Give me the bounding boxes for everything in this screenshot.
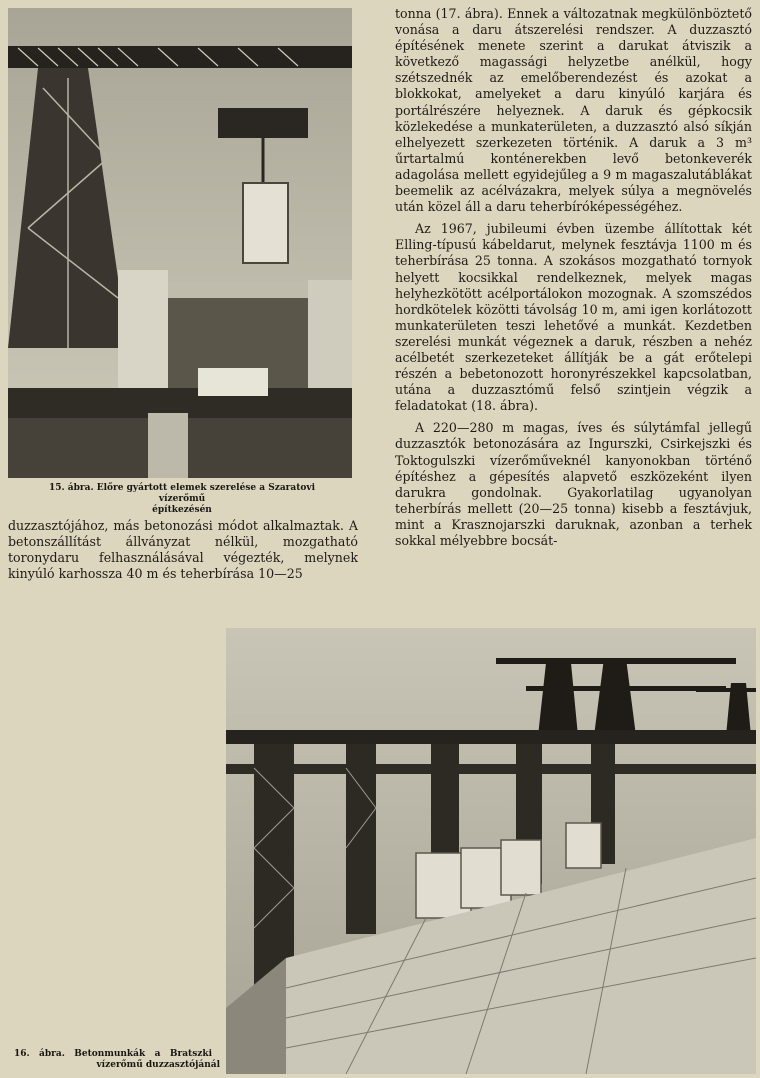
dam-concrete-works-illustration <box>226 628 756 1074</box>
crane-construction-illustration <box>8 8 352 478</box>
figure-16-caption-line-1: 16. ábra. Betonmunkák a Bratszki <box>14 1049 213 1059</box>
figure-16-caption-line-2: vízerőmű duzzasztójánál <box>96 1060 220 1070</box>
right-paragraph-3: A 220—280 m magas, íves és súlytámfal jellegű duzzasztók betonozására az Ingurszki, Csirkejszki és Toktogulszki vízerőműveknél kanyonokban történő építéshez a gépesítés alapvető eszközeként ilyen darukra gondolnak. Gyakorlatilag ugyanolyan teherbírás mellett (20—25 tonna) kisebb a fesztávjuk, mint a Krasznojarszki daruknak, azonban a terhek sokkal mélyebbre bocsát- <box>395 420 752 548</box>
left-column-text <box>8 518 358 582</box>
figure-16-photo <box>226 628 756 1074</box>
figure-15-photo <box>8 8 352 478</box>
left-paragraph: duzzasztójához, más betonozási módot alkalmaztak. A betonszállítást állványzat nélkül, mozgatható toronydaru felhasználásával végezték, melynek kinyúló karhossza 40 m és teherbírása 10—25 <box>8 518 358 582</box>
right-column-text <box>395 6 752 549</box>
figure-15-caption-line-2: építkezésén <box>152 505 212 515</box>
figure-15-caption-line-1: 15. ábra. Előre gyártott elemek szerelése a Szaratovi vízerőmű <box>48 483 316 504</box>
right-paragraph-1: tonna (17. ábra). Ennek a változatnak megkülönböztető vonása a daru átszerelési rendszer. A duzzasztó építésének menete szerint a darukat átviszik a következő magassági helyzetbe anélkül, hogy szétszednék az emelőberendezést és azokat a blokkokat, amelyeket a daru kinyúló karjára és portálrészére helyeznek. A daruk és gépkocsik közlekedése a munkaterületen, a duzzasztó alsó síkján elhelyezett szerkezeten történik. A daruk a 3 m³ űrtartalmú konténerekben levő betonkeverék adagolása mellett egyidejűleg a 9 m magaszalutáblákat beemelik az acélvázakra, melyek súlya a megnövelés után közel áll a daru teherbíróképességéhez. <box>395 6 752 215</box>
right-paragraph-2: Az 1967, jubileumi évben üzembe állítottak két Elling-típusú kábeldarut, melynek fesztávja 1100 m és teherbírása 25 tonna. A szokásos mozgatható tornyok helyett kocsikkal rendelkeznek, melyek magas helyhezkötött acélportálokon mozognak. A szomszédos hordkötelek közötti távolság 10 m, ami igen korlátozott munkaterületen teszi lehetővé a munkát. Kezdetben szerelési munkát végeznek a daruk, részben a nehéz acélbetét szerkezeteket állítják be a gát erőtelepi részén a bebetonozott horonyrészekkel kapcsolatban, utána a duzzasztómű felső szintjein végzik a feladatokat (18. ábra). <box>395 221 752 414</box>
figure-15-caption <box>32 483 332 516</box>
figure-16-caption <box>14 1049 220 1071</box>
